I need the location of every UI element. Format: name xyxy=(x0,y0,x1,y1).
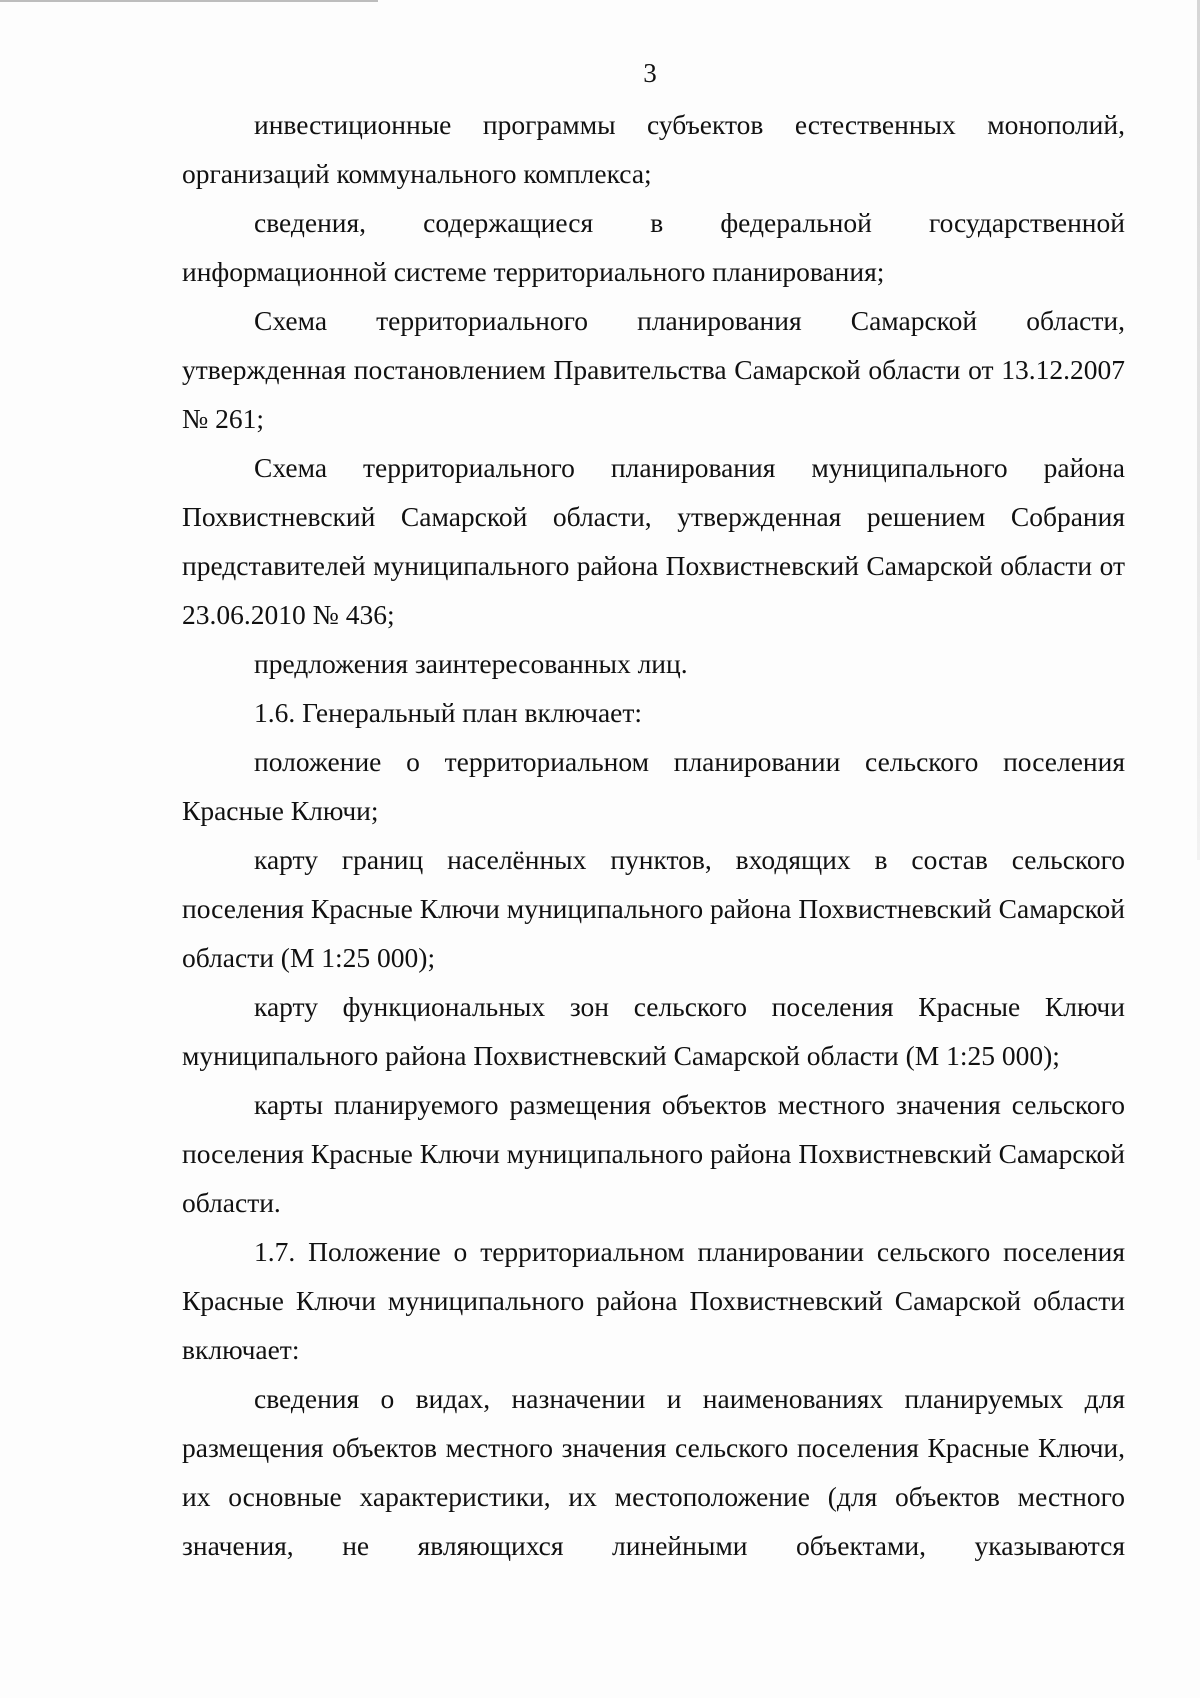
paragraph-stakeholder-proposals: предложения заинтересованных лиц. xyxy=(254,648,688,679)
paragraph-investment-programs: инвестиционные программы субъектов естественных монополий, организаций коммунального комплекса; xyxy=(182,109,1125,189)
page-number: 3 xyxy=(643,58,657,88)
paragraph-district-scheme: Схема территориального планирования муниципального района Похвистневский Самарской области, утвержденная решением Собрания представителей муниципального района Похвистневский Самарской области от 23.06.2010 № 436; xyxy=(182,452,1125,630)
document-body xyxy=(182,100,1125,1570)
paragraph-planning-provision: положение о территориальном планировании сельского поселения Красные Ключи; xyxy=(182,746,1125,826)
paragraph-settlement-boundaries-map: карту границ населённых пунктов, входящих в состав сельского поселения Красные Ключи муниципального района Похвистневский Самарской области (М 1:25 000); xyxy=(182,844,1125,973)
scan-edge-top xyxy=(0,0,378,2)
paragraph-functional-zones-map: карту функциональных зон сельского поселения Красные Ключи муниципального района Похвистневский Самарской области (М 1:25 000); xyxy=(182,991,1125,1071)
paragraph-planned-objects-info: сведения о видах, назначении и наименованиях планируемых для размещения объектов местного значения сельского поселения Красные Ключи, их основные характеристики, их местоположение (для объектов местного значения, не являющихся линейными объектами, указываются xyxy=(182,1383,1125,1561)
paragraph-local-objects-maps: карты планируемого размещения объектов местного значения сельского поселения Красные Ключи муниципального района Похвистневский Самарской области. xyxy=(182,1089,1125,1218)
paragraph-federal-system-info: сведения, содержащиеся в федеральной государственной информационной системе территориального планирования; xyxy=(182,207,1125,287)
paragraph-regional-scheme: Схема территориального планирования Самарской области, утвержденная постановлением Правительства Самарской области от 13.12.2007 № 261; xyxy=(182,305,1125,434)
paragraph-section-1-6: 1.6. Генеральный план включает: xyxy=(254,697,643,728)
paragraph-section-1-7: 1.7. Положение о территориальном планировании сельского поселения Красные Ключи муниципального района Похвистневский Самарской области включает: xyxy=(182,1236,1125,1365)
